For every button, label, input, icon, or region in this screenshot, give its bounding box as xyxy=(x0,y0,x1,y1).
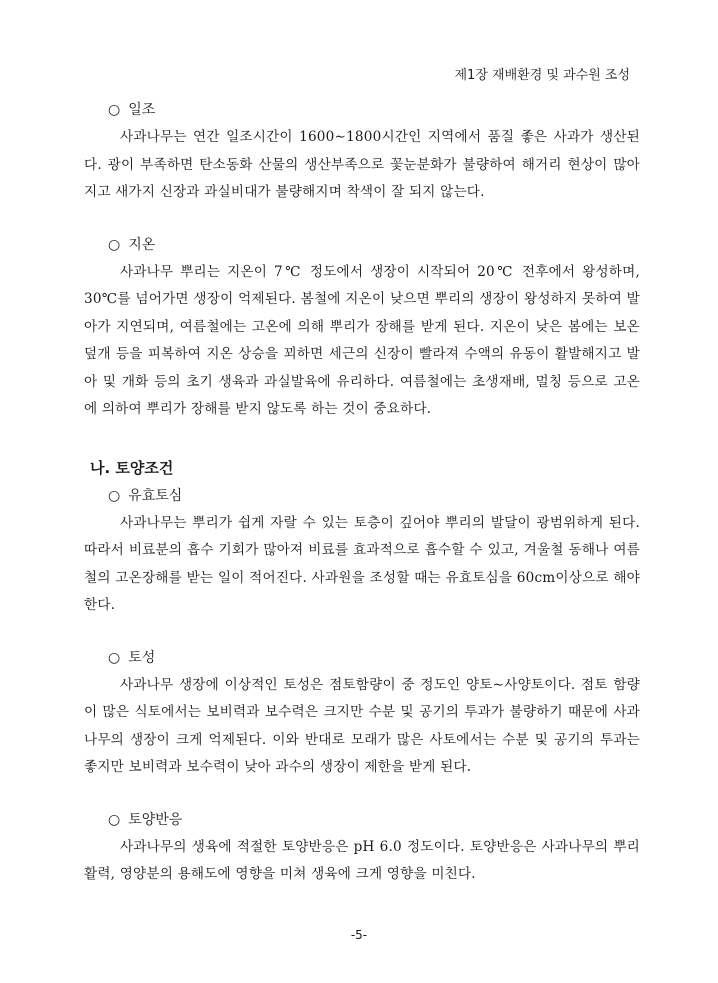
sub-heading-label: 일조 xyxy=(128,102,156,118)
sub-heading-effective-soil-depth xyxy=(84,482,640,510)
paragraph-soil-texture: 사과나무 생장에 이상적인 토성은 점토함량이 중 정도인 양토∼사양토이다. 점토 함량이 많은 식토에서는 보비력과 보수력은 크지만 수분 및 공기의 투과가 불량하기 때문에 사과나무의 생장이 크게 억제된다. 이와 반대로 모래가 많은 사토에서는 수분 및 공기의 투과는 좋지만 보비력과 보수력이 낮아 과수의 생장이 제한을 받게 된다. xyxy=(84,676,640,775)
section-soil-reaction xyxy=(84,806,640,889)
page-body xyxy=(84,96,640,889)
sub-heading-soil-temperature xyxy=(84,231,640,259)
circle-bullet-icon: ○ xyxy=(108,649,121,666)
section-soil-texture xyxy=(84,644,640,782)
circle-bullet-icon: ○ xyxy=(108,487,121,504)
section-soil-temperature xyxy=(84,231,640,424)
circle-bullet-icon: ○ xyxy=(108,236,121,253)
sub-heading-soil-reaction xyxy=(84,806,640,834)
paragraph-effective-soil-depth: 사과나무는 뿌리가 쉽게 자랄 수 있는 토층이 깊어야 뿌리의 발달이 광범위하게 된다. 따라서 비료분의 흡수 기회가 많아져 비료를 효과적으로 흡수할 수 있고, 겨울철 동해나 여름철의 고온장해를 받는 일이 적어진다. 사과원을 조성할 때는 유효토심을 60cm이상으로 해야 한다. xyxy=(84,514,640,613)
sub-heading-label: 지온 xyxy=(128,236,156,253)
running-header: 제1장 재배환경 및 과수원 조성 xyxy=(454,68,630,83)
sub-heading-label: 토양반응 xyxy=(128,811,183,828)
sub-heading-soil-texture xyxy=(84,644,640,672)
circle-bullet-icon: ○ xyxy=(108,102,121,118)
sub-heading-label: 유효토심 xyxy=(128,487,183,504)
section-effective-soil-depth xyxy=(84,482,640,620)
page-number: -5- xyxy=(350,928,368,942)
paragraph-sunlight: 사과나무는 연간 일조시간이 1600∼1800시간인 지역에서 품질 좋은 사과가 생산된다. 광이 부족하면 탄소동화 산물의 생산부족으로 꽃눈분화가 불량하여 해거리 현상이 많아지고 새가지 신장과 과실비대가 불량해지며 착색이 잘 되지 않는다. xyxy=(84,129,640,200)
paragraph-soil-reaction: 사과나무의 생육에 적절한 토양반응은 pH 6.0 정도이다. 토양반응은 사과나무의 뿌리활력, 영양분의 용해도에 영향을 미쳐 생육에 크게 영향을 미친다. xyxy=(84,838,640,882)
sub-heading-sunlight xyxy=(84,96,640,124)
section-sunlight xyxy=(84,96,640,207)
paragraph-soil-temperature: 사과나무 뿌리는 지온이 7℃ 정도에서 생장이 시작되어 20℃ 전후에서 왕성하며, 30℃를 넘어가면 생장이 억제된다. 봄철에 지온이 낮으면 뿌리의 생장이 왕성하지 못하여 발아가 지연되며, 여름철에는 고온에 의해 뿌리가 장해를 받게 된다. 지온이 낮은 봄에는 보온덮개 등을 피복하여 지온 상승을 꾀하면 세근의 신장이 빨라져 수액의 유동이 활발해지고 발아 및 개화 등의 초기 생육과 과실발육에 유리하다. 여름철에는 초생재배, 멀칭 등으로 고온에 의하여 뿌리가 장해를 받지 않도록 하는 것이 중요하다. xyxy=(84,263,640,417)
sub-heading-label: 토성 xyxy=(128,649,156,666)
circle-bullet-icon: ○ xyxy=(108,811,121,828)
major-heading-soil-conditions: 나. 토양조건 xyxy=(90,458,174,477)
